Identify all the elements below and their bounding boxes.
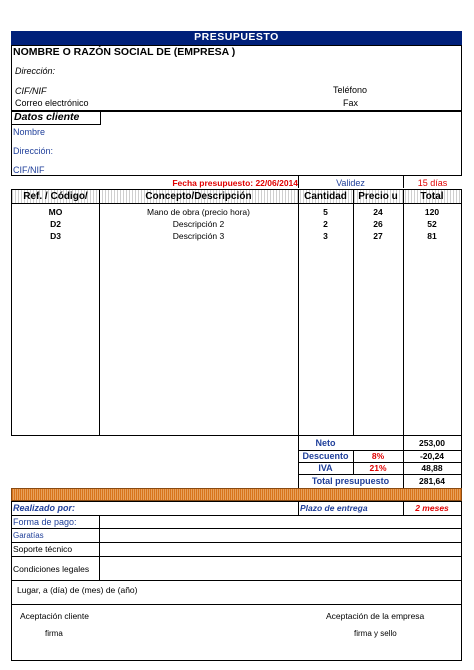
company-cif-label: CIF/NIF: [15, 86, 47, 96]
budget-date: Fecha presupuesto: 22/06/2014: [172, 178, 298, 188]
row-total: 81: [427, 231, 437, 241]
company-phone-label: Teléfono: [333, 85, 368, 95]
company-email-label: Correo electrónico: [15, 98, 89, 108]
company-name: NOMBRE O RAZÓN SOCIAL DE (EMPRESA ): [13, 46, 236, 58]
col-header-total: Total: [420, 191, 444, 202]
row-desc: Descripción 2: [172, 219, 225, 229]
neto-value: 253,00: [419, 438, 445, 448]
client-acceptance: Aceptación cliente: [20, 611, 89, 621]
row-total: 120: [424, 207, 440, 217]
footer-line-3: [11, 542, 462, 543]
row-qty: 5: [323, 207, 328, 217]
row-qty: 3: [323, 231, 328, 241]
footer-line-4: [11, 556, 462, 557]
footer-line-5: [11, 580, 462, 581]
warranty-label: Garatías: [13, 531, 44, 540]
row-ref: D3: [50, 231, 61, 241]
client-name-label: Nombre: [13, 127, 46, 137]
delivery-label: Plazo de entrega: [300, 503, 368, 513]
neto-label: Neto: [315, 438, 336, 448]
col-header-ref: Ref. / Código/: [23, 191, 88, 202]
iva-pct: 21%: [369, 463, 387, 473]
totals-line-3: [298, 474, 462, 475]
row-price: 27: [373, 231, 383, 241]
row-price: 24: [373, 207, 383, 217]
company-acceptance: Aceptación de la empresa: [326, 611, 425, 621]
legal-label: Condiciones legales: [13, 564, 90, 574]
col-divider-5: [461, 436, 462, 494]
row-total: 52: [427, 219, 437, 229]
row-ref: D2: [50, 219, 61, 229]
iva-label: IVA: [318, 463, 333, 473]
payment-label: Forma de pago:: [13, 517, 77, 527]
footer-divider-a: [99, 515, 100, 580]
made-by-label: Realizado por:: [13, 503, 76, 513]
separator-band: [11, 488, 462, 501]
col-header-qty: Cantidad: [304, 191, 347, 202]
total-value: 281,64: [419, 476, 445, 486]
client-signature: firma: [45, 629, 63, 638]
iva-value: 48,88: [421, 463, 443, 473]
place-date-text: Lugar, a (día) de (mes) de (año): [17, 585, 138, 595]
support-label: Soporte técnico: [13, 544, 73, 554]
descuento-value: -20,24: [419, 451, 445, 461]
validity-label: Validez: [336, 178, 365, 188]
page-title: PRESUPUESTO: [194, 31, 279, 43]
delivery-value: 2 meses: [415, 503, 449, 513]
row-ref: MO: [48, 207, 63, 217]
client-address-label: Dirección:: [13, 146, 54, 156]
client-cif-label: CIF/NIF: [13, 165, 45, 175]
descuento-pct: 8%: [371, 451, 385, 461]
row-price: 26: [373, 219, 383, 229]
client-title: Datos cliente: [14, 111, 80, 123]
footer-line-1: [11, 515, 462, 516]
company-signature: firma y sello: [354, 629, 397, 638]
row-qty: 2: [323, 219, 328, 229]
row-desc: Mano de obra (precio hora): [146, 207, 250, 217]
company-fax-label: Fax: [343, 98, 359, 108]
footer-line-6: [11, 604, 462, 605]
col-header-desc: Concepto/Descripción: [145, 191, 252, 202]
total-label: Total presupuesto: [311, 476, 390, 486]
footer-divider-b: [298, 501, 299, 515]
footer-line-2: [11, 528, 462, 529]
row-desc: Descripción 3: [172, 231, 225, 241]
col-header-price: Precio u: [358, 191, 398, 202]
company-address-label: Dirección:: [15, 66, 56, 76]
validity-value: 15 días: [417, 178, 448, 188]
descuento-label: Descuento: [302, 451, 349, 461]
